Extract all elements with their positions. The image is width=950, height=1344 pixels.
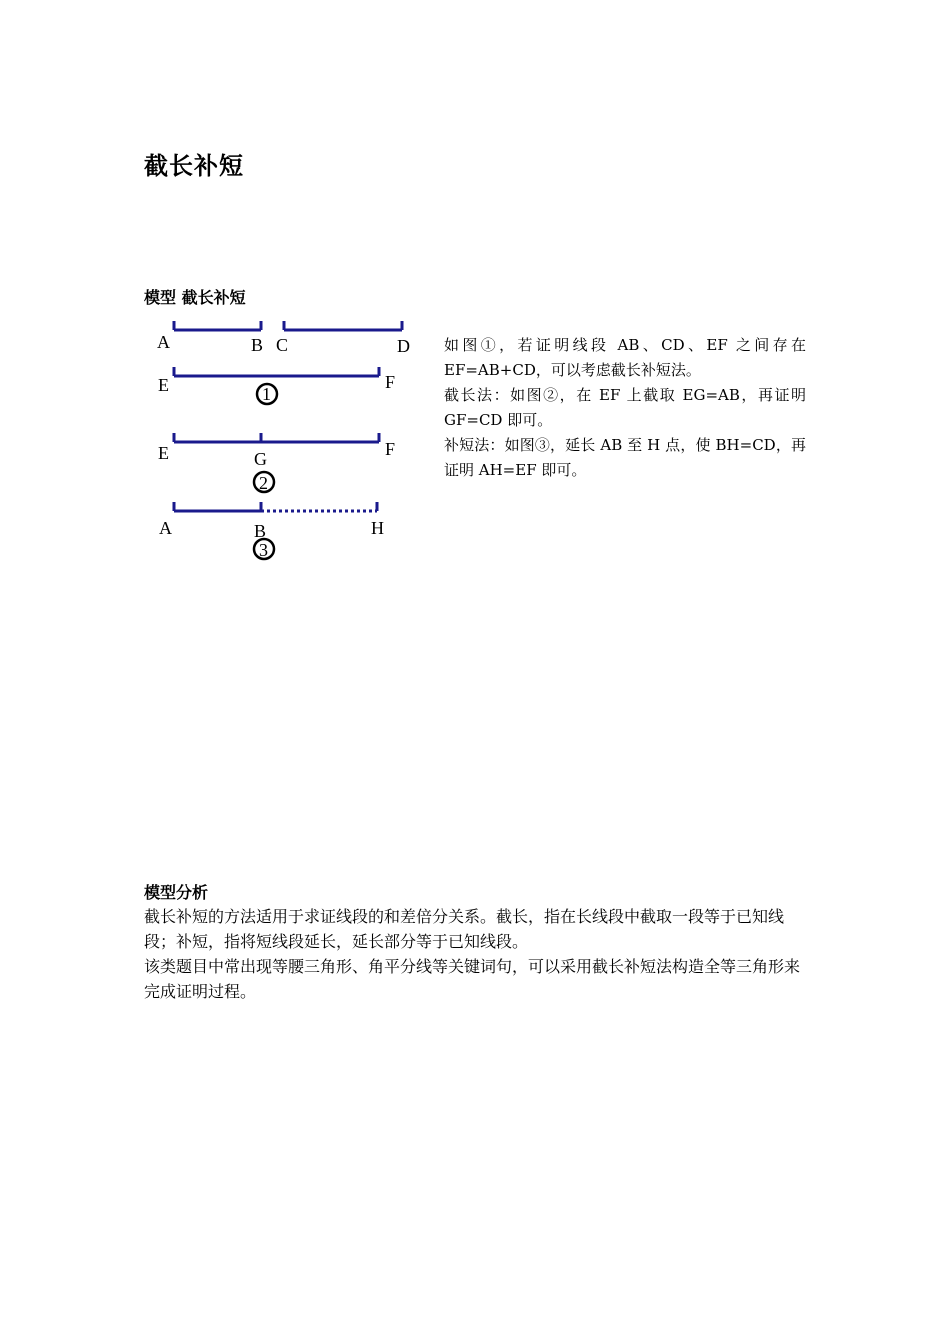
label-h: H (371, 518, 384, 538)
description-intro: 如图①，若证明线段 AB、CD、EF 之间存在 EF=AB+CD，可以考虑截长补短法。 (444, 336, 806, 379)
figure-1-number: 1 (262, 384, 271, 404)
model-description (444, 333, 806, 483)
segment-ef-fig2 (174, 433, 379, 442)
segment-ab-fig3 (174, 502, 261, 511)
label-d: D (397, 336, 410, 356)
segment-ef-fig1 (174, 367, 379, 376)
label-b-fig3: B (254, 521, 267, 541)
analysis-paragraph: 截长补短的方法适用于求证线段的和差倍分关系。截长，指在长线段中截取一段等于已知线段；补短，指将短线段延长，延长部分等于已知线段。 (144, 907, 785, 951)
label-g: G (254, 449, 267, 469)
label-f-fig2: F (385, 439, 396, 459)
figure-3-number: 3 (259, 540, 268, 560)
label-e-fig2: E (158, 443, 169, 463)
model-heading: 模型 截长补短 (144, 288, 246, 307)
analysis-paragraph: 该类题目中常出现等腰三角形、角平分线等关键词句，可以采用截长补短法构造全等三角形来完成证明过程。 (144, 957, 801, 1001)
label-a-fig3: A (159, 518, 172, 538)
page-title: 截长补短 (144, 152, 244, 180)
figure-2-number: 2 (259, 473, 268, 493)
label-c: C (276, 335, 289, 355)
description-cut-method: 截长法：如图②，在 EF 上截取 EG=AB，再证明 GF=CD 即可。 (444, 386, 806, 429)
analysis-body (144, 904, 808, 1004)
label-e: E (158, 375, 169, 395)
segment-ab (174, 321, 261, 330)
segment-diagram (140, 312, 430, 572)
segment-cd (284, 321, 402, 330)
label-a: A (157, 332, 170, 352)
description-extend-method: 补短法：如图③，延长 AB 至 H 点，使 BH=CD，再证明 AH=EF 即可。 (444, 436, 806, 479)
label-b: B (251, 335, 264, 355)
analysis-heading: 模型分析 (144, 883, 209, 902)
label-f: F (385, 372, 396, 392)
